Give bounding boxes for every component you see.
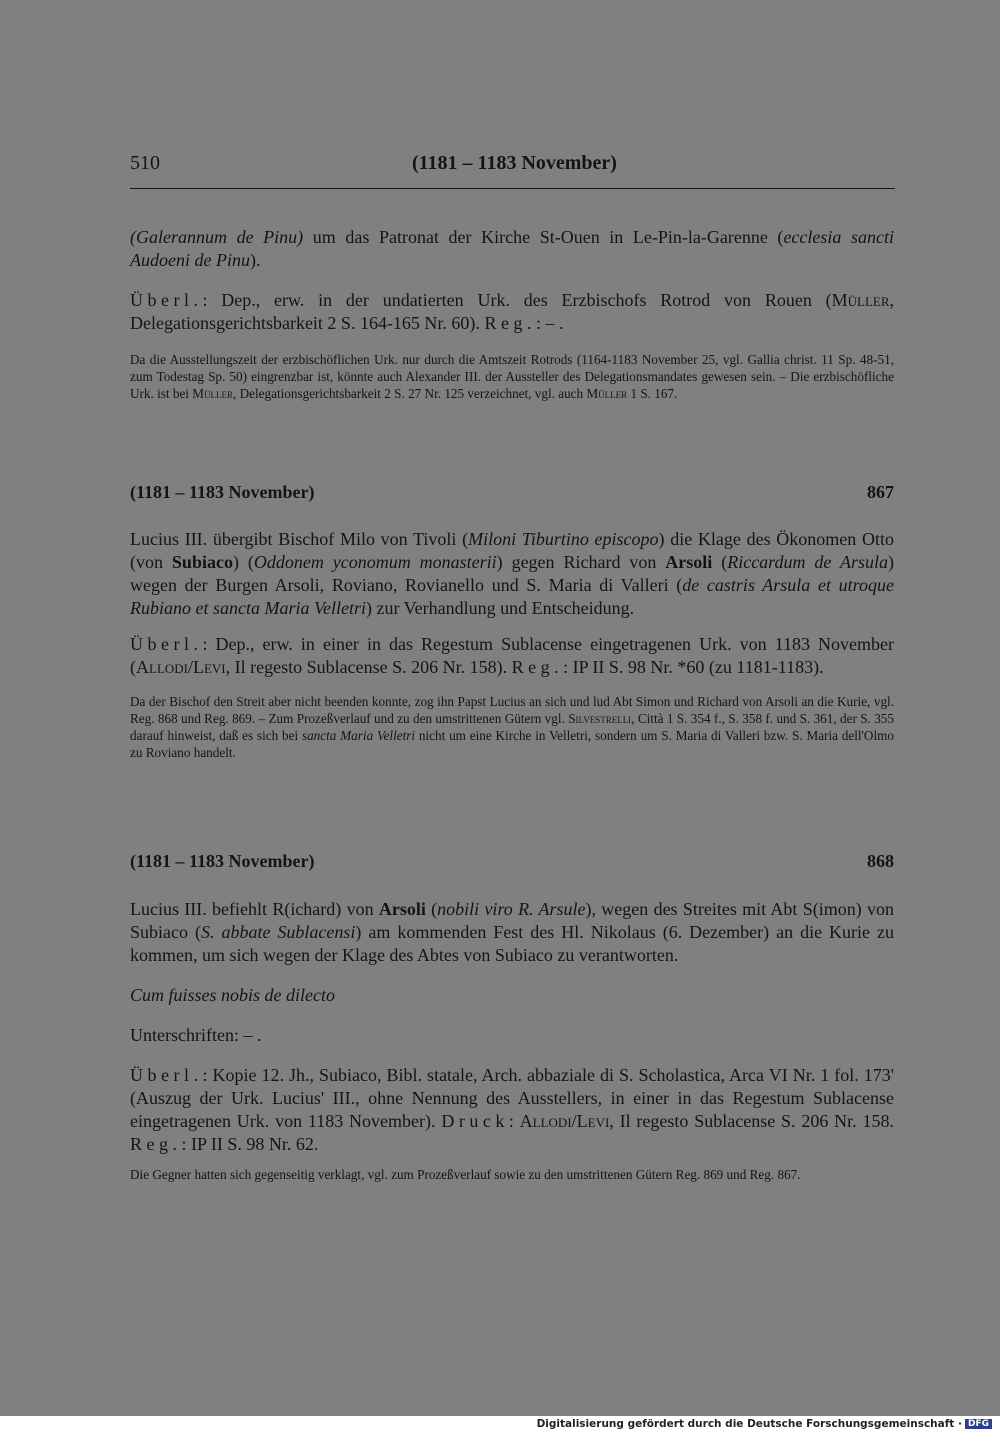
text-run: Arsoli xyxy=(665,552,713,572)
regest-paragraph xyxy=(130,898,894,967)
header-rule xyxy=(130,188,895,189)
entry-date: (1181 – 1183 November) xyxy=(130,482,315,502)
text-run: de castris Arsula et utroque Rubiano et sancta Maria Velletri xyxy=(130,575,894,618)
text-run: ( xyxy=(425,899,438,919)
text-run: (Galerannum de Pinu) xyxy=(130,227,304,247)
text-run: Riccardum de Arsula xyxy=(727,552,889,572)
footer-credit xyxy=(537,1418,992,1430)
text-run: , Delegationsgerichtsbarkeit 2 S. 27 Nr. 125 verzeichnet, vgl. auch xyxy=(233,386,587,401)
text-run: Druck xyxy=(441,1111,509,1131)
entry-body-868 xyxy=(130,898,894,1183)
text-run: Subiaco xyxy=(171,552,233,572)
continuation-block xyxy=(130,226,894,402)
entry-number: 867 xyxy=(867,482,894,502)
text-run: : Kopie 12. Jh., Subiaco, Bibl. statale, Arch. abbaziale di S. Scholastica, Arca VI Nr. 1 fol. 173' (Auszug der Urk. Lucius' III., ohne Nennung des Ausstellers, in einer in das Regestum Sublacense eingetragenen Urk. von 1183 November). xyxy=(130,1065,894,1131)
entry-header-868 xyxy=(130,851,894,877)
text-run: nobili viro R. Arsule xyxy=(437,899,586,919)
text-run: ), wegen des Streites mit Abt S(imon) von Subiaco ( xyxy=(130,899,894,942)
text-run: , Il regesto Sublacense S. 206 Nr. 158. xyxy=(609,1111,894,1131)
text-run: , Delegationsgerichtsbarkeit 2 S. 164-165 Nr. 60). xyxy=(130,290,894,333)
text-run: Allodi/Levi xyxy=(136,657,226,677)
text-run: Da die Ausstellungszeit der erzbischöflichen Urk. nur durch die Amtszeit Rotrods (1164-1183 November 25, vgl. Gallia christ. 11 Sp. 48-51, zum Todestag Sp. 50) eingrenzbar ist, könnte auch Alexander III. der Aussteller des Delegationsmandates gewesen sein. – Die erzbischöfliche Urk. ist bei xyxy=(130,352,894,401)
text-run: : IP II S. 98 Nr. 62. xyxy=(181,1134,319,1154)
text-run: Die Gegner hatten sich gegenseitig verklagt, vgl. zum Prozeßverlauf sowie zu den umstrittenen Gütern Reg. 869 und Reg. 867. xyxy=(130,1167,801,1182)
text-run: ) am kommenden Fest des Hl. Nikolaus (6. Dezember) an die Kurie zu kommen, um sich wegen der Klage des Abtes von Subiaco zu verantworten. xyxy=(130,922,894,965)
entry-body-867 xyxy=(130,528,894,761)
dfg-logo: DFG xyxy=(965,1419,992,1429)
text-run: Cum fuisses nobis de dilecto xyxy=(130,985,335,1005)
text-run: ) die Klage des Ökonomen Otto (von xyxy=(130,529,894,572)
text-run: ( xyxy=(712,552,728,572)
incipit xyxy=(130,984,894,1007)
text-run: Reg. xyxy=(484,313,536,333)
text-run: : xyxy=(508,1111,520,1131)
transmission-paragraph xyxy=(130,1064,894,1156)
running-title: (1181 – 1183 November) xyxy=(412,152,617,174)
entry-date: (1181 – 1183 November) xyxy=(130,851,315,871)
text-run: sancta Maria Velletri xyxy=(301,728,416,743)
commentary-note xyxy=(130,693,894,761)
text-run: Reg. xyxy=(130,1134,182,1154)
text-run: Oddonem yconomum monasterii xyxy=(253,552,497,572)
continuation-paragraph xyxy=(130,226,894,272)
signatures-line xyxy=(130,1024,894,1047)
text-run: : Dep., erw. in einer in das Regestum Sublacense eingetragenen Urk. von 1183 November ( xyxy=(130,634,894,677)
text-run: Arsoli xyxy=(378,899,426,919)
entry-number: 868 xyxy=(867,851,894,871)
page-header xyxy=(130,152,895,182)
text-run: Müller xyxy=(192,386,234,401)
commentary-note xyxy=(130,351,894,402)
text-run: Allodi/Levi xyxy=(519,1111,610,1131)
text-run: Da der Bischof den Streit aber nicht beenden konnte, zog ihn Papst Lucius an sich und lud Abt Simon und Richard von Arsoli an die Kurie, vgl. Reg. 868 und Reg. 869. – Zum Prozeßverlauf und zu den umstrittenen Gütern vgl. xyxy=(130,694,894,726)
text-run: Lucius III. übergibt Bischof Milo von Tivoli ( xyxy=(130,529,469,549)
text-run: Lucius III. befiehlt R(ichard) von xyxy=(130,899,379,919)
text-run: 1 S. 167. xyxy=(627,386,678,401)
text-run: Reg. xyxy=(511,657,564,677)
text-run: Unterschriften: – . xyxy=(130,1025,262,1045)
text-run: ) wegen der Burgen Arsoli, Roviano, Rovianello und S. Maria di Valleri ( xyxy=(130,552,895,595)
text-run: Überl. xyxy=(130,1065,203,1085)
commentary-note xyxy=(130,1166,894,1183)
text-run: ) ( xyxy=(232,552,254,572)
text-run: : IP II S. 98 Nr. *60 (zu 1181-1183). xyxy=(563,657,824,677)
text-run: um das Patronat der Kirche St-Ouen in Le-Pin-la-Garenne ( xyxy=(303,227,784,247)
text-run: Miloni Tiburtino episcopo xyxy=(468,529,659,549)
footer-text: Digitalisierung gefördert durch die Deutsche Forschungsgemeinschaft · xyxy=(536,1418,962,1430)
text-run: Silvestrelli xyxy=(568,711,632,726)
text-run: ). xyxy=(249,250,261,270)
entry-header-867 xyxy=(130,482,894,508)
text-run: Überl. xyxy=(130,634,203,654)
text-run: Müller xyxy=(586,386,628,401)
text-run: , Il regesto Sublacense S. 206 Nr. 158). xyxy=(225,657,512,677)
text-run: nicht um eine Kirche in Velletri, sondern um S. Maria di Valleri bzw. S. Maria dell'Olmo zu Roviano handelt. xyxy=(130,728,894,760)
text-run: : Dep., erw. in der undatierten Urk. des Erzbischofs Rotrod von Rouen ( xyxy=(202,290,832,310)
regest-paragraph xyxy=(130,528,894,620)
page-number: 510 xyxy=(130,152,160,174)
transmission-paragraph xyxy=(130,289,894,335)
text-run: ) zur Verhandlung und Entscheidung. xyxy=(365,598,635,618)
text-run: , Città 1 S. 354 f., S. 358 f. und S. 361, der S. 355 darauf hinweist, daß es sich bei xyxy=(130,711,894,743)
text-run: Überl. xyxy=(130,290,203,310)
text-run: : – . xyxy=(535,313,564,333)
text-run: Müller xyxy=(831,290,890,310)
text-run: ) gegen Richard von xyxy=(496,552,666,572)
text-run: ecclesia sancti Audoeni de Pinu xyxy=(130,227,894,270)
text-run: S. abbate Sublacensi xyxy=(200,922,356,942)
transmission-paragraph xyxy=(130,633,894,679)
